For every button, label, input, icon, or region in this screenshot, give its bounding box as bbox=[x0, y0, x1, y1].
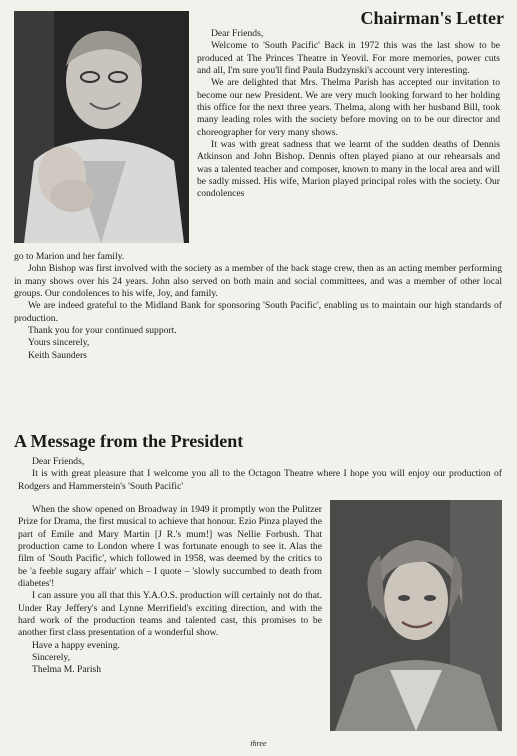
president-message-column bbox=[18, 504, 322, 677]
president-paragraph: I can assure you all that this Y.A.O.S. production will certainly not do that. Under Ray Jeffery's and Lynne Merrifield's exciting direction, and with the hard work of the production teams and talented cast, this promises to be another first class presentation of a wonderful show. bbox=[18, 590, 322, 639]
chairman-portrait-image bbox=[14, 11, 189, 243]
president-message-intro bbox=[18, 456, 502, 493]
page-number: three bbox=[250, 739, 267, 748]
president-message-title: A Message from the President bbox=[14, 431, 244, 451]
chairman-paragraph-end: go to Marion and her family. bbox=[14, 251, 125, 262]
president-photo bbox=[330, 500, 502, 731]
chairman-letter-continued bbox=[14, 251, 502, 362]
president-portrait-image bbox=[330, 500, 502, 731]
chairman-letter-column bbox=[197, 28, 500, 201]
chairman-greeting: Dear Friends, bbox=[211, 28, 264, 39]
chairman-paragraph: We are indeed grateful to the Midland Bank for sponsoring 'South Pacific', enabling us to maintain our high standards of production. bbox=[14, 300, 502, 324]
chairman-signoff-line: Yours sincerely, bbox=[28, 337, 90, 349]
chairman-letter-title: Chairman's Letter bbox=[360, 8, 504, 28]
president-signoff-line: Have a happy evening. bbox=[32, 639, 120, 651]
president-signoff-line: Sincerely, bbox=[32, 652, 71, 664]
president-signature: Thelma M. Parish bbox=[32, 664, 102, 676]
chairman-paragraph: We are delighted that Mrs. Thelma Parish has accepted our invitation to become our new President. We are very much looking forward to her holding this office for the next three years. Thelma, along with her husband Bill, took many leading roles with the society before moving on to be our director and choreographer for very many shows. bbox=[197, 77, 500, 138]
president-paragraph: When the show opened on Broadway in 1949 it promptly won the Pulitzer Prize for Drama, the first musical to achieve that honour. Ezio Pinza played the part of Emile and Mary Martin [J R.'s mum!] was Nellie Forbush. That production came to London where I was fortunate enough to see it. Alas the film of 'South Pacific', which followed in 1958, was deemed by the critics to be 'a feeble sugary affair' which – I quote – 'slowly succumbed to death from diabetes'! bbox=[18, 504, 322, 590]
president-greeting: Dear Friends, bbox=[32, 456, 85, 467]
chairman-paragraph: It was with great sadness that we learnt of the sudden deaths of Dennis Atkinson and John Bishop. Dennis often played piano at our rehearsals and was a talented teacher and composer, known to many in the local area and will be sadly missed. His wife, Marion played principal roles with the society. Our condolences bbox=[197, 139, 500, 200]
chairman-signoff-line: Thank you for your continued support. bbox=[28, 325, 177, 337]
chairman-paragraph: Welcome to 'South Pacific' Back in 1972 this was the last show to be produced at The Princes Theatre in Yeovil. For more memories, power cuts and all, I'm sure you'll find Paula Budzynski's account very interesting. bbox=[197, 40, 500, 77]
chairman-photo bbox=[14, 11, 189, 243]
president-paragraph: It is with great pleasure that I welcome you all to the Octagon Theatre where I hope you will enjoy our production of Rodgers and Hammerstein's 'South Pacific' bbox=[18, 468, 502, 492]
chairman-signature: Keith Saunders bbox=[28, 349, 87, 361]
chairman-paragraph: John Bishop was first involved with the society as a member of the back stage crew, then as an acting member performing in many shows over his 24 years. John also served on both main and social committees, and was a member of other local groups. Our condolences to his wife, Joy, and family. bbox=[14, 263, 502, 300]
